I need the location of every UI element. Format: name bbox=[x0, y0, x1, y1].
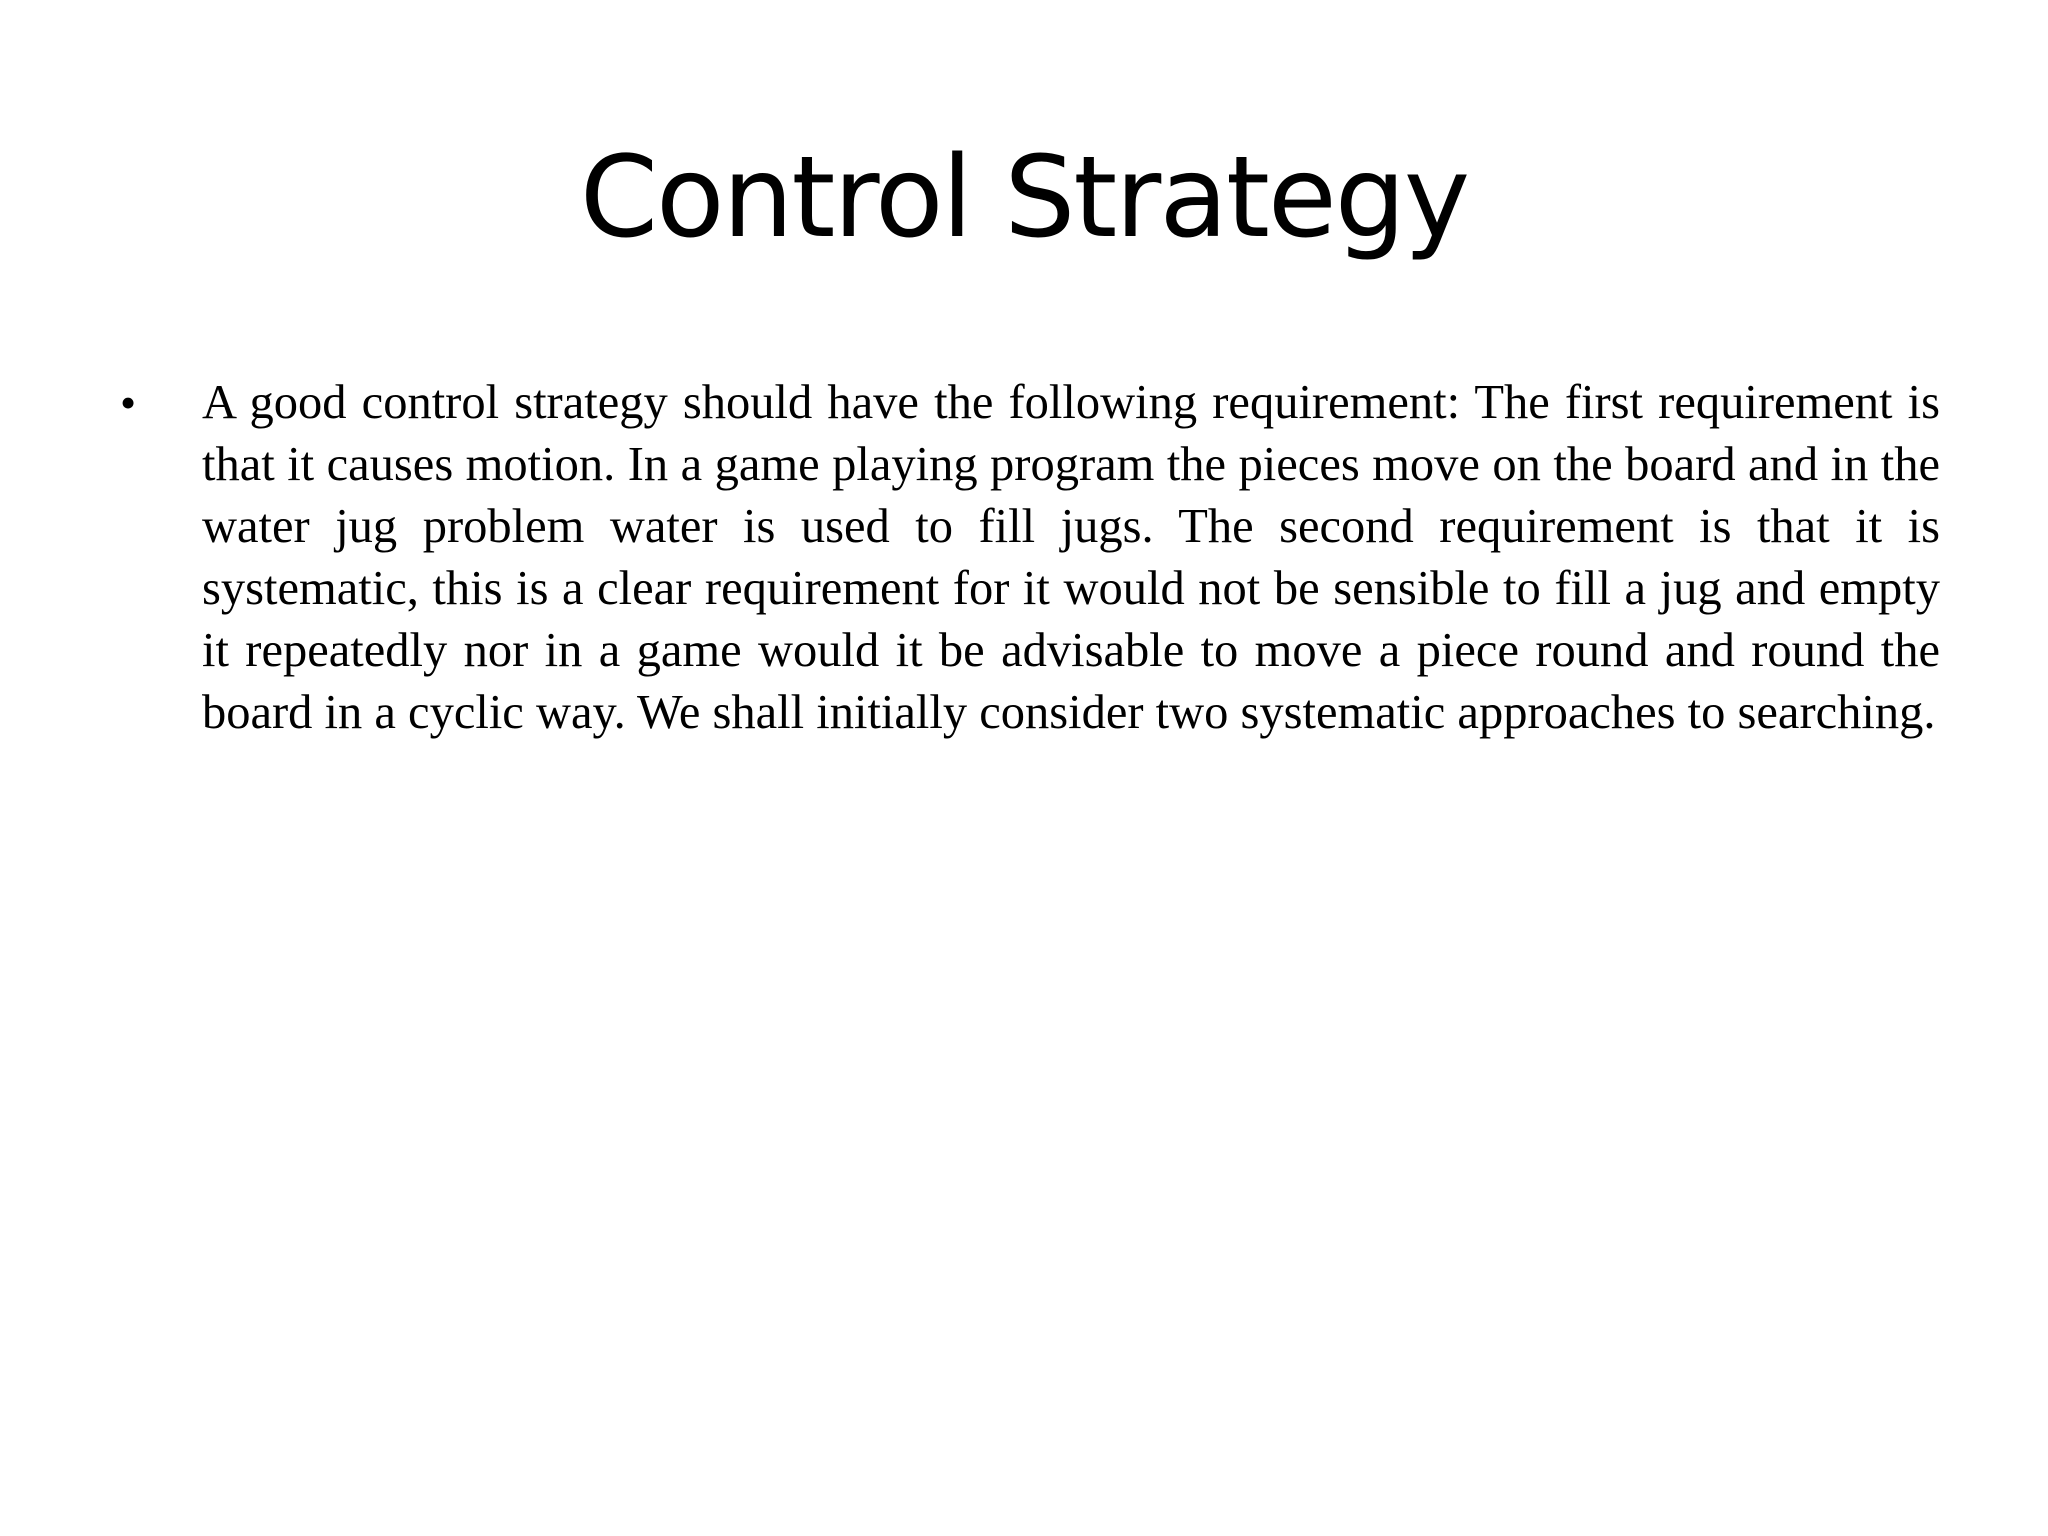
bullet-icon: • bbox=[120, 377, 137, 428]
bullet-text: A good control strategy should have the following requirement: The first requirement is that it causes motion. In a game playing program the pieces move on the board and in the water jug problem water is used to fill jugs. The second requirement is that it is systematic, this is a clear requirement for it would not be sensible to fill a jug and empty it repeatedly nor in a game would it be advisable to move a piece round and round the board in a cyclic way. We shall initially consider two systematic approaches to searching. bbox=[202, 376, 1940, 739]
slide-title: Control Strategy bbox=[579, 133, 1469, 263]
list-item bbox=[120, 372, 1940, 744]
bullet-list bbox=[120, 372, 1940, 744]
